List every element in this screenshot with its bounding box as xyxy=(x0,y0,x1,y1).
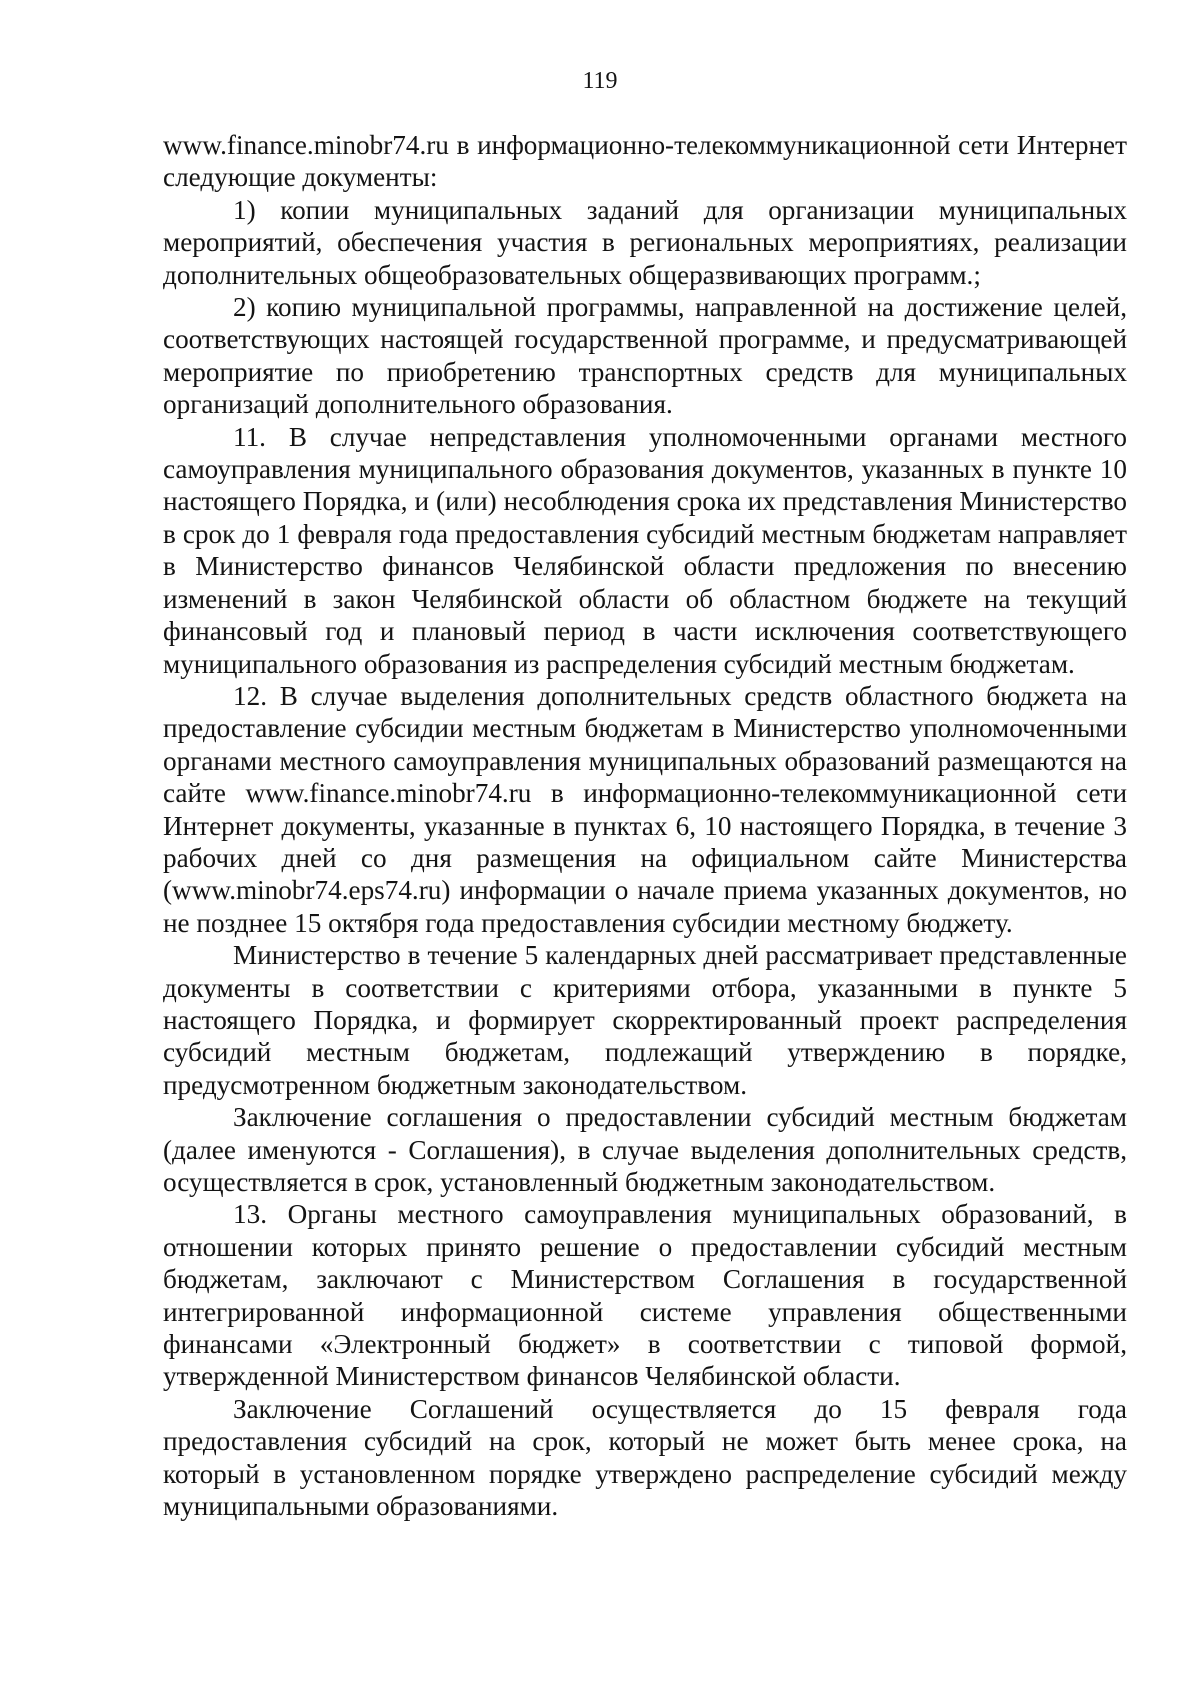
paragraph: Заключение Соглашений осуществляется до 15 февраля года предоставления субсидий на срок, который не может быть менее срока, на который в установленном порядке утверждено распределение субсидий между муниципальными образованиями. xyxy=(163,1393,1127,1522)
paragraph: 11. В случае непредставления уполномоченными органами местного самоуправления муниципального образования документов, указанных в пункте 10 настоящего Порядка, и (или) несоблюдения срока их представления Министерство в срок до 1 февраля года предоставления субсидий местным бюджетам направляет в Министерство финансов Челябинской области предложения по внесению изменений в закон Челябинской области об областном бюджете на текущий финансовый год и плановый период в части исключения соответствующего муниципального образования из распределения субсидий местным бюджетам. xyxy=(163,421,1127,679)
paragraph: 12. В случае выделения дополнительных средств областного бюджета на предоставление субсидии местным бюджетам в Министерство уполномоченными органами местного самоуправления муниципальных образований размещаются на сайте www.finance.minobr74.ru в информационно-телекоммуникационной сети Интернет документы, указанные в пунктах 6, 10 настоящего Порядка, в течение 3 рабочих дней со дня размещения на официальном сайте Министерства (www.minobr74.eps74.ru) информации о начале приема указанных документов, но не позднее 15 октября года предоставления субсидии местному бюджету. xyxy=(163,680,1127,938)
paragraph: 13. Органы местного самоуправления муниципальных образований, в отношении которых принято решение о предоставлении субсидий местным бюджетам, заключают с Министерством Соглашения в государственной интегрированной информационной системе управления общественными финансами «Электронный бюджет» в соответствии с типовой формой, утвержденной Министерством финансов Челябинской области. xyxy=(163,1199,1127,1392)
page-number: 119 xyxy=(582,68,618,94)
paragraph: 2) копию муниципальной программы, направленной на достижение целей, соответствующих настоящей государственной программе, и предусматривающей мероприятие по приобретению транспортных средств для муниципальных организаций дополнительного образования. xyxy=(163,292,1127,420)
paragraph: 1) копии муниципальных заданий для организации муниципальных мероприятий, обеспечения участия в региональных мероприятиях, реализации дополнительных общеобразовательных общеразвивающих программ.; xyxy=(163,194,1127,290)
document-body xyxy=(163,129,1127,1522)
paragraph: Заключение соглашения о предоставлении субсидий местным бюджетам (далее именуются - Соглашения), в случае выделения дополнительных средств, осуществляется в срок, установленный бюджетным законодательством. xyxy=(163,1102,1127,1197)
paragraph: www.finance.minobr74.ru в информационно-телекоммуникационной сети Интернет следующие документы: xyxy=(163,130,1127,193)
paragraph: Министерство в течение 5 календарных дней рассматривает представленные документы в соответствии с критериями отбора, указанными в пункте 5 настоящего Порядка, и формирует скорректированный проект распределения субсидий местным бюджетам, подлежащий утверждению в порядке, предусмотренном бюджетным законодательством. xyxy=(163,940,1127,1100)
